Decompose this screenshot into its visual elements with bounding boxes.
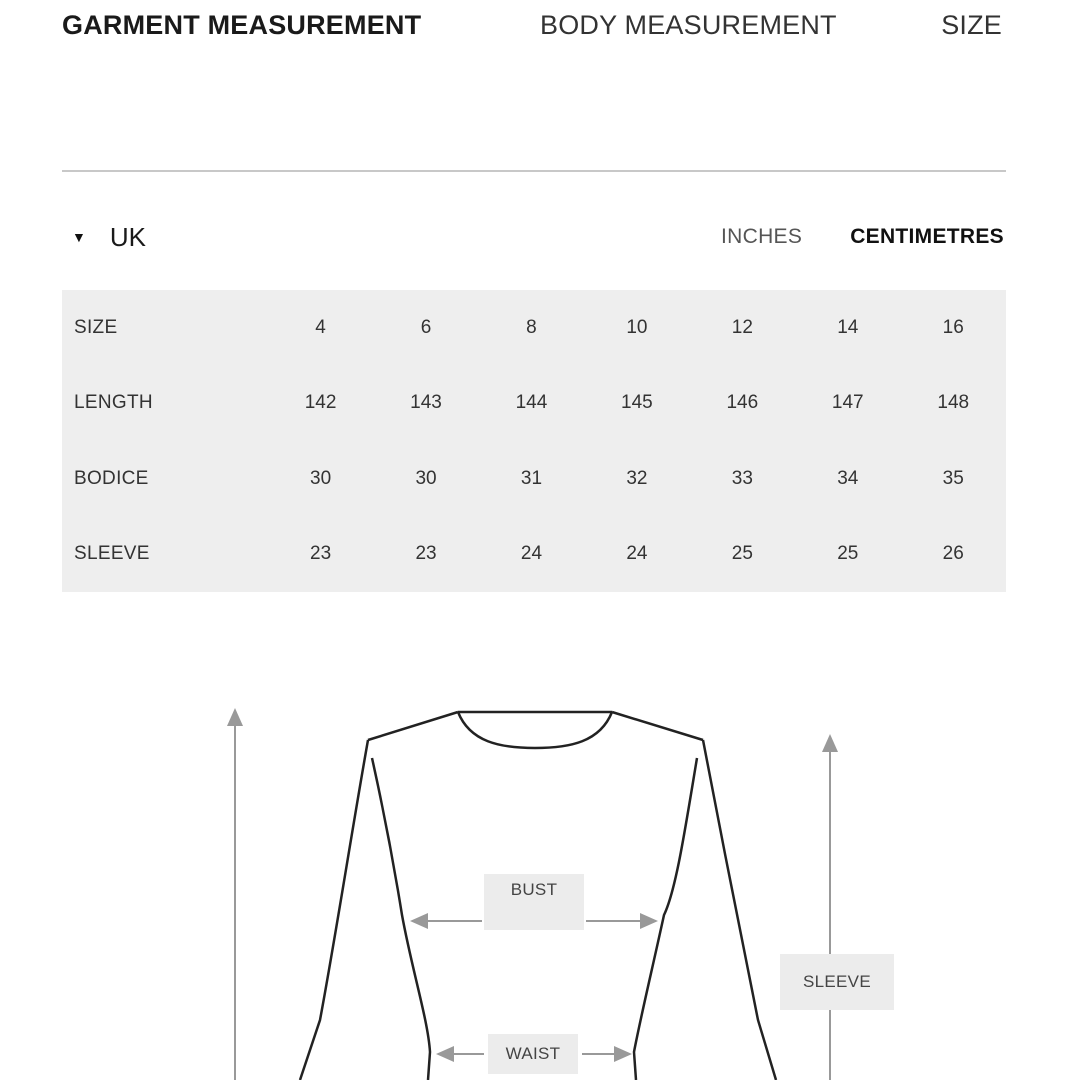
size-table <box>62 290 1006 592</box>
table-cell: 146 <box>726 392 759 414</box>
table-cell: 24 <box>626 543 648 565</box>
table-cell: 8 <box>526 316 537 338</box>
region-selector[interactable] <box>72 222 146 252</box>
bust-label-text: BUST <box>510 880 558 899</box>
table-cell: 148 <box>937 392 970 414</box>
table-cell: 147 <box>831 392 864 414</box>
row-label: SLEEVE <box>74 543 150 565</box>
waist-label: WAIST <box>488 1034 578 1074</box>
table-cell: 142 <box>304 392 337 414</box>
table-cell: 10 <box>626 316 648 338</box>
row-label: SIZE <box>74 316 118 338</box>
table-cell: 30 <box>415 467 437 489</box>
table-cell: 32 <box>626 467 648 489</box>
region-label: UK <box>109 221 146 252</box>
table-cell: 34 <box>837 467 859 489</box>
garment-diagram <box>0 680 1080 1080</box>
table-row <box>62 517 1006 593</box>
table-row <box>62 441 1006 517</box>
table-cell: 35 <box>942 467 964 489</box>
section-divider <box>62 170 1006 172</box>
caret-down-icon: ▼ <box>72 229 86 245</box>
table-cell: 24 <box>520 543 543 565</box>
row-label: LENGTH <box>74 392 153 414</box>
tab-size[interactable]: SIZE <box>941 10 1002 40</box>
tab-garment-measurement[interactable]: GARMENT MEASUREMENT <box>62 10 422 40</box>
unit-inches-button[interactable]: INCHES <box>721 225 803 248</box>
table-cell: 25 <box>837 543 859 565</box>
table-row <box>62 290 1006 366</box>
measurement-tabs <box>0 0 1080 60</box>
tab-body-measurement[interactable]: BODY MEASUREMENT <box>540 10 837 40</box>
table-cell: 26 <box>942 543 964 565</box>
table-cell: 16 <box>942 316 964 338</box>
table-row <box>62 366 1006 442</box>
table-cell: 30 <box>310 467 332 489</box>
table-cell: 25 <box>731 543 753 565</box>
table-cell: 14 <box>837 316 859 338</box>
table-cell: 23 <box>310 543 332 565</box>
table-cell: 143 <box>410 392 442 414</box>
row-label: BODICE <box>74 467 149 489</box>
table-cell: 4 <box>315 316 326 338</box>
table-cell: 23 <box>415 543 437 565</box>
table-cell: 6 <box>420 316 432 338</box>
table-cell: 12 <box>731 316 753 338</box>
table-cell: 31 <box>520 467 543 489</box>
table-cell: 144 <box>515 392 548 414</box>
sleeve-label: SLEEVE <box>780 954 894 1010</box>
bust-label <box>484 874 584 930</box>
unit-toggle <box>721 222 1004 252</box>
table-cell: 145 <box>621 392 653 414</box>
unit-centimetres-button[interactable]: CENTIMETRES <box>850 225 1004 248</box>
table-cell: 33 <box>731 467 753 489</box>
